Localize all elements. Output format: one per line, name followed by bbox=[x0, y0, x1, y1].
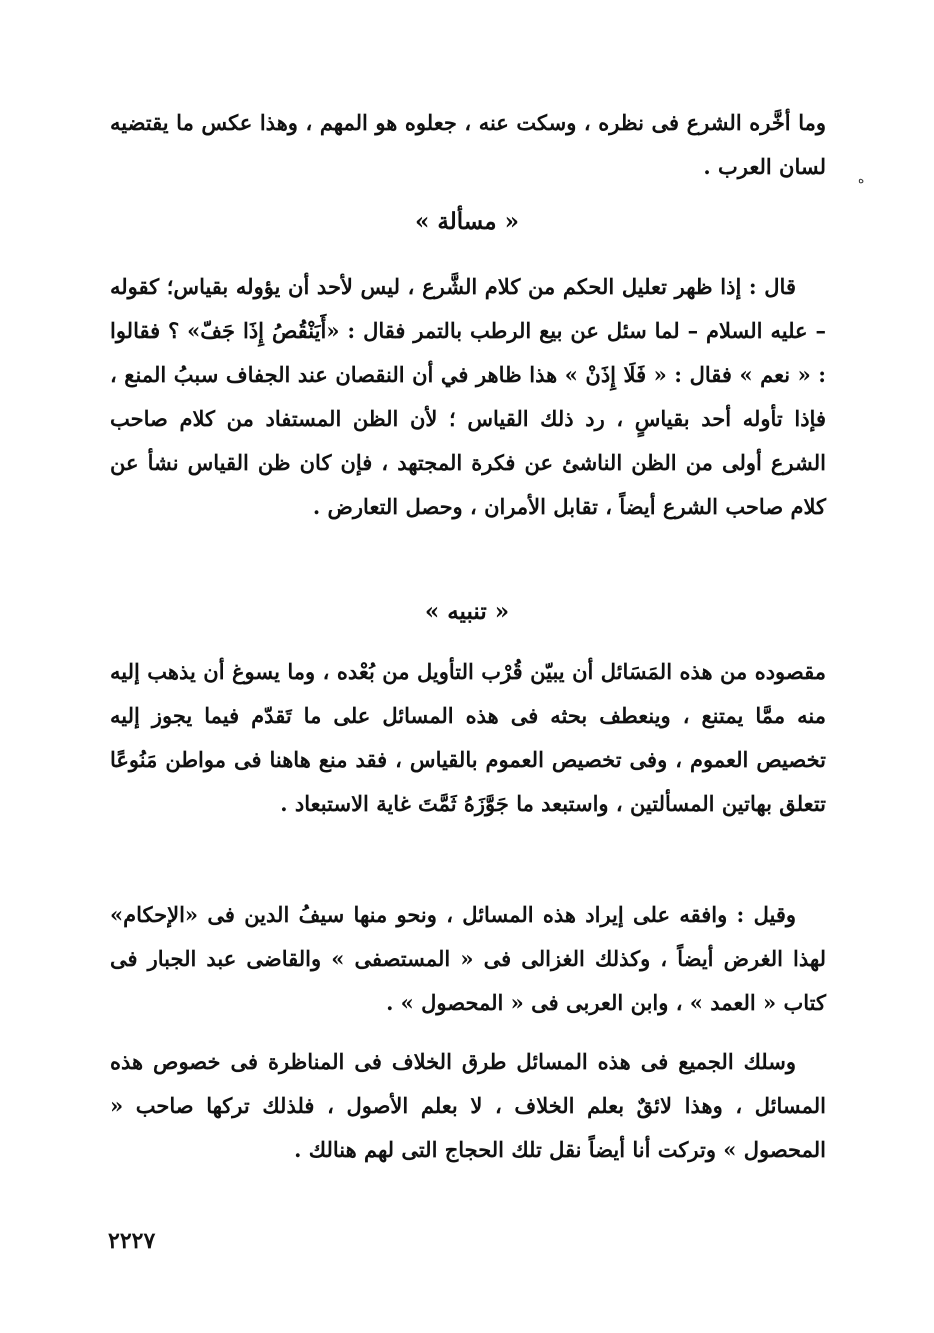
paragraph-4 bbox=[110, 893, 826, 1025]
paragraph-5-text: وسلك الجميع فى هذه المسائل طرق الخلاف فى المناظرة فى خصوص هذه المسائل ، وهذا لائقٌ بعلم الخلاف ، لا بعلم الأصول ، فلذلك تركها صاحب « المحصول » وتركت أنا أيضاً نقل تلك الحجاج التى لهم هنالك . bbox=[110, 1049, 826, 1162]
section-heading-masala: « مسألة » bbox=[415, 208, 519, 235]
paragraph-5 bbox=[110, 1040, 826, 1172]
paragraph-3-text: مقصوده من هذه المَسَائل أن يبيّن قُرْب التأويل من بُعْده ، وما يسوغ أن يذهب إليه منه ممَّا يمتنع ، وينعطف بحثه فى هذه المسائل على ما تَقدّم فيما يجوز إليه تخصيص العموم ، وفى تخصيص العموم بالقياس ، فقد منع هاهنا فى مواطن مَنُوعًا تتعلق بهاتين المسألتين ، واستبعد ما جَوَّزَهُ ثَمَّتَ غاية الاستبعاد . bbox=[110, 659, 826, 816]
paragraph-1-text: وما أخَّره الشرع فى نظره ، وسكت عنه ، جعلوه هو المهم ، وهذا عكس ما يقتضيه لسان العرب . bbox=[110, 110, 826, 179]
paragraph-2 bbox=[110, 265, 826, 529]
paragraph-2-text: قال : إذا ظهر تعليل الحكم من كلام الشَّرع ، ليس لأحد أن يؤوله بقياس؛ كقوله – عليه السلام – لما سئل عن بيع الرطب بالتمر فقال : «أَيَنْقُصُ إِذَا جَفّ» ؟ فقالوا : « نعم » فقال : « فَلَا إِذَنْ » هذا ظاهر في أن النقصان عند الجفاف سببُ المنع ، فإذا تأوله أحد بقياسٍ ، رد ذلك القياس ؛ لأن الظن المستفاد من كلام صاحب الشرع أولى من الظن الناشئ عن فكرة المجتهد ، فإن كان ظن القياس نشأ عن كلام صاحب الشرع أيضاً ، تقابل الأمران ، وحصل التعارض . bbox=[110, 274, 826, 519]
paragraph-1 bbox=[110, 101, 826, 189]
paragraph-4-text: وقيل : وافقه على إيراد هذه المسائل ، ونحو منها سيفُ الدين فى «الإحكام» لهذا الغرض أيضاً ، وكذلك الغزالى فى « المستصفى » والقاضى عبد الجبار فى كتاب « العمد » ، وابن العربى فى « المحصول » . bbox=[110, 902, 826, 1015]
margin-mark: ه bbox=[858, 172, 865, 186]
section-heading-tanbih: « تنبيه » bbox=[424, 598, 510, 625]
page-number: ٢٢٢٧ bbox=[108, 1228, 156, 1254]
paragraph-3 bbox=[110, 650, 826, 826]
